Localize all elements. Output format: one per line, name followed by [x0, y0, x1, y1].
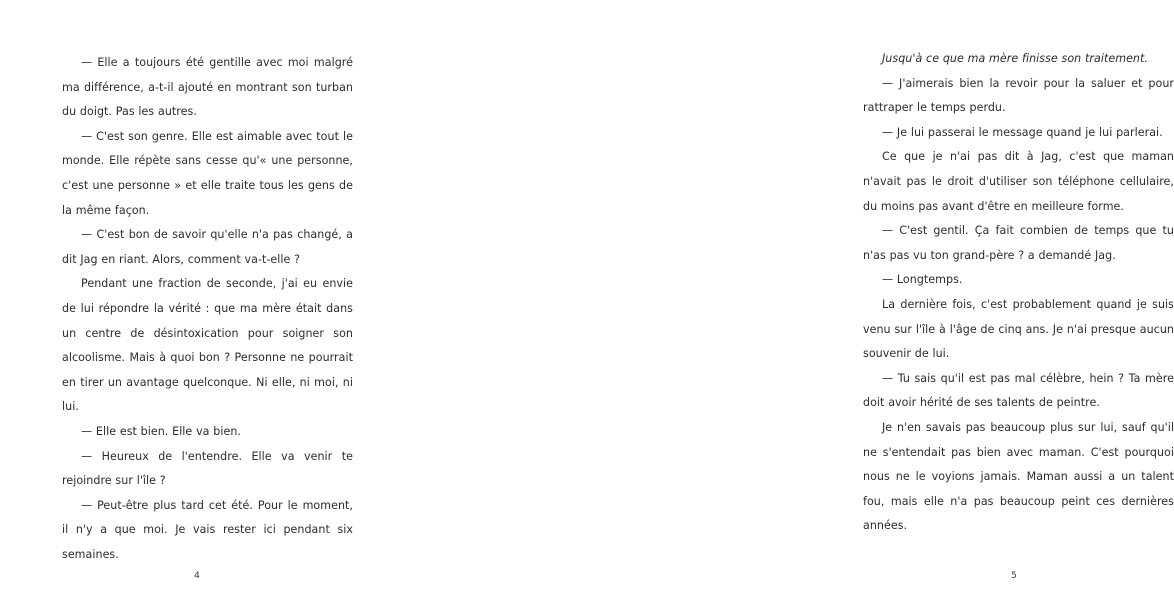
paragraph: — Tu sais qu'il est pas mal célèbre, hein ? Ta mère doit avoir hérité de ses talents de peintre. [863, 371, 1174, 410]
paragraph: La dernière fois, c'est probablement quand je suis venu sur l'île à l'âge de cinq ans. Je n'ai presque aucun souvenir de lui. [863, 297, 1174, 361]
paragraph: Ce que je n'ai pas dit à Jag, c'est que maman n'avait pas le droit d'utiliser son téléphone cellulaire, du moins pas avant d'être en meilleure forme. [863, 150, 1174, 213]
paragraph: — Longtemps. [882, 273, 963, 287]
paragraph-italic: Jusqu'à ce que ma mère finisse son traitement. [882, 52, 1148, 65]
left-page-text-column [62, 51, 353, 567]
paragraph: — Elle a toujours été gentille avec moi malgré ma différence, a-t-il ajouté en montrant son turban du doigt. Pas les autres. [62, 56, 353, 119]
paragraph: — Heureux de l'entendre. Elle va venir te rejoindre sur l'île ? [62, 449, 353, 488]
paragraph: — Elle est bien. Elle va bien. [81, 424, 241, 438]
paragraph: — C'est bon de savoir qu'elle n'a pas changé, a dit Jag en riant. Alors, comment va-t-elle ? [62, 228, 353, 266]
paragraph: — C'est gentil. Ça fait combien de temps que tu n'as pas vu ton grand-père ? a demandé Jag. [863, 224, 1174, 262]
page-left [0, 0, 405, 608]
paragraph: Pendant une fraction de seconde, j'ai eu envie de lui répondre la vérité : que ma mère était dans un centre de désintoxication pour soigner son alcoolisme. Mais à quoi bon ? Personne ne pourrait en tirer un avantage quelconque. Ni elle, ni moi, ni lui. [62, 277, 353, 414]
paragraph: Je n'en savais pas beaucoup plus sur lui, sauf qu'il ne s'entendait pas bien avec maman. C'est pourquoi nous ne le voyions jamais. Maman aussi a un talent fou, mais elle n'a pas beaucoup peint ces dernières années. [863, 420, 1174, 533]
paragraph: — C'est son genre. Elle est aimable avec tout le monde. Elle répète sans cesse qu'« une personne, c'est une personne » et elle traite tous les gens de la même façon. [62, 129, 353, 217]
paragraph: — J'aimerais bien la revoir pour la saluer et pour rattraper le temps perdu. [863, 76, 1174, 115]
paragraph: — Je lui passerai le message quand je lui parlerai. [882, 125, 1163, 139]
page-right [405, 0, 1174, 608]
page-number-right: 5 [1010, 570, 1018, 581]
right-page-text-column [863, 47, 1174, 539]
page-number-left: 4 [193, 570, 201, 581]
paragraph: — Peut-être plus tard cet été. Pour le moment, il n'y a que moi. Je vais rester ici pendant six semaines. [62, 498, 353, 561]
